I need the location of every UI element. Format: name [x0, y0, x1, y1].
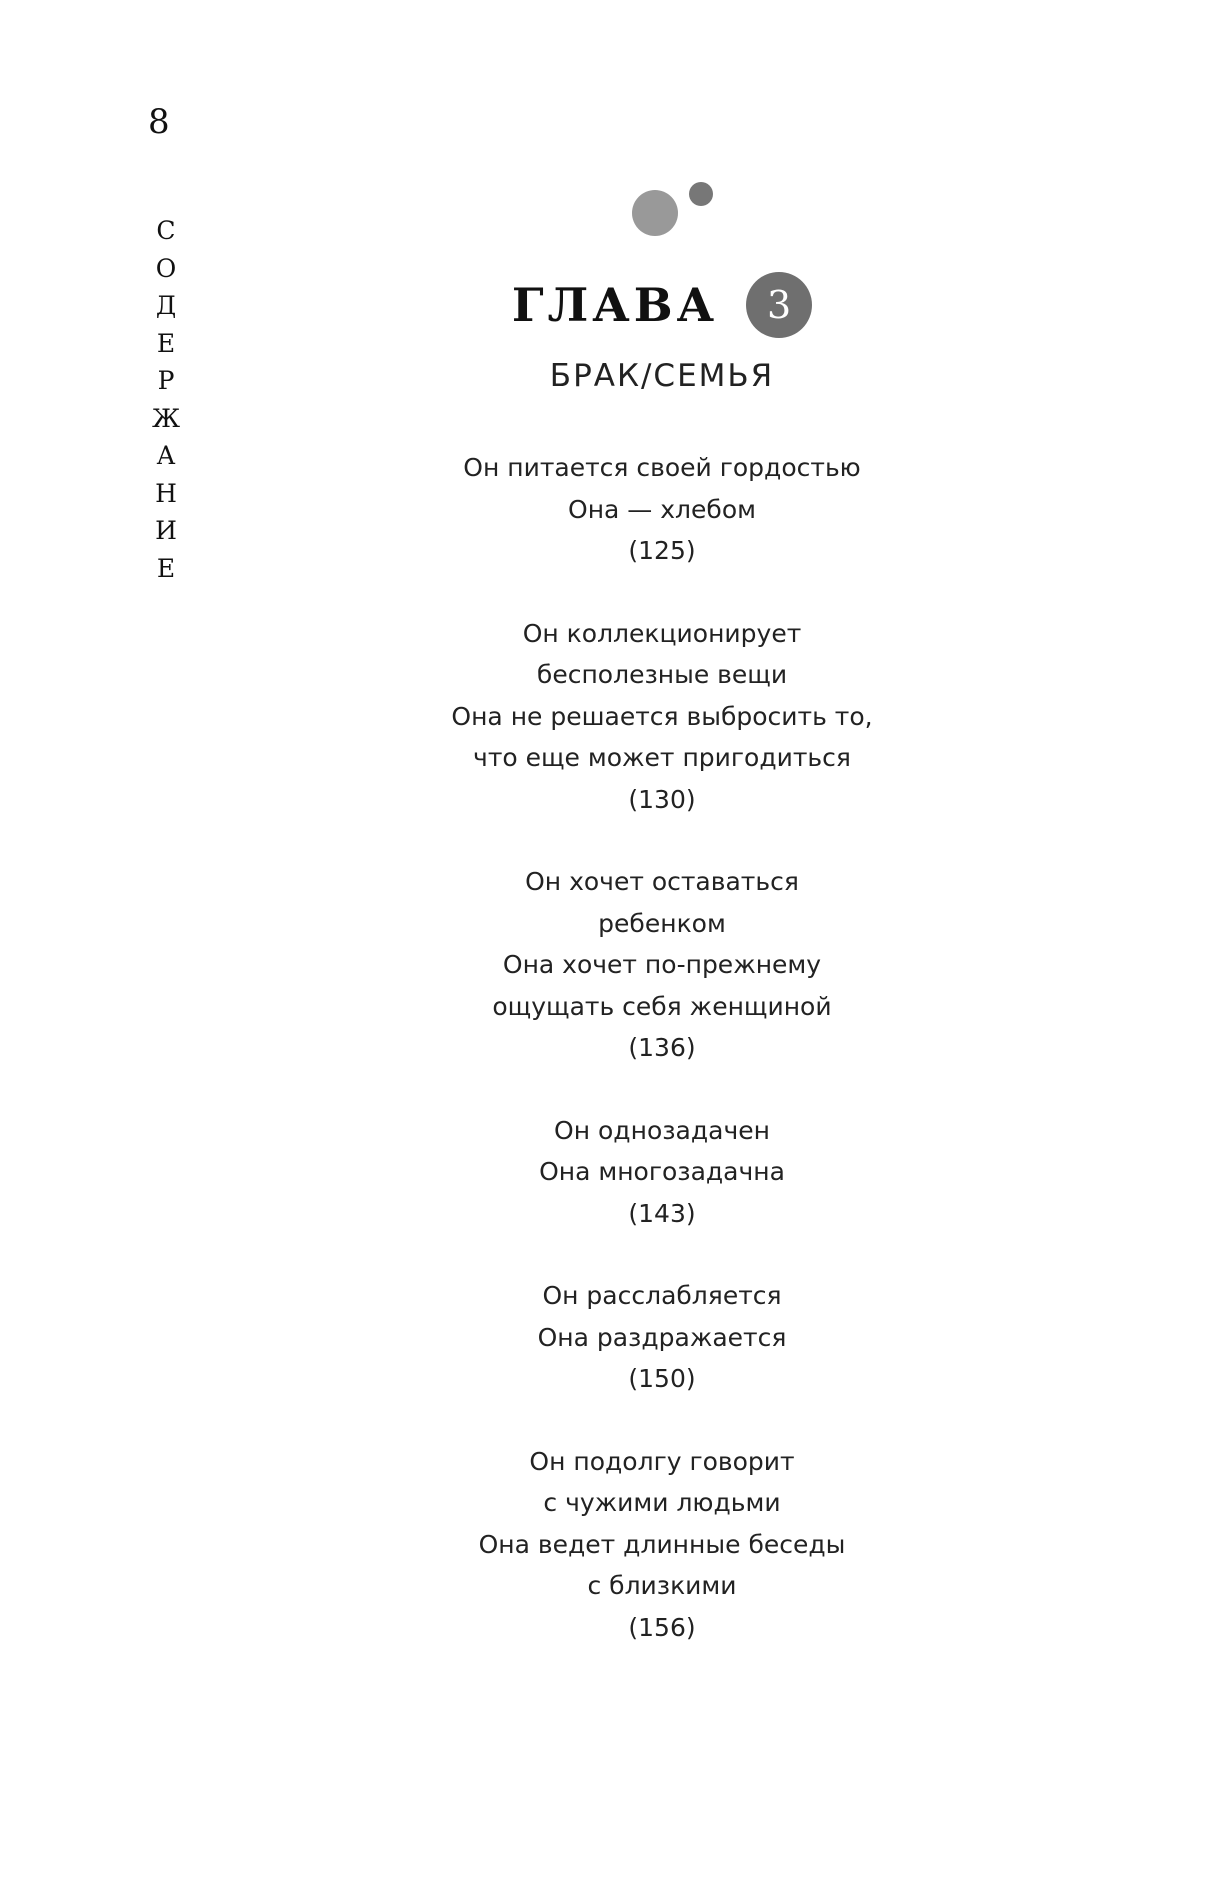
toc-entry-line: Он расслабляется	[542, 1281, 782, 1310]
toc-entry-line: Он однозадачен	[554, 1115, 770, 1145]
toc-page-number: (130)	[628, 784, 696, 814]
toc-page-number: (156)	[628, 1612, 696, 1642]
chapter-number-badge: 3	[746, 272, 812, 338]
running-title-letter: Д	[155, 291, 177, 320]
decorative-dots	[632, 180, 712, 240]
running-title-letter: С	[156, 216, 176, 245]
toc-page-number: (143)	[628, 1198, 696, 1228]
running-title-letter: Е	[156, 553, 176, 583]
running-title-letter: А	[156, 441, 176, 470]
toc-entry-line: Она многозадачна	[539, 1157, 785, 1186]
toc-entry-line: ребенком	[598, 908, 726, 938]
running-title-letter: Р	[157, 366, 175, 395]
running-title-letter: Ж	[151, 403, 181, 433]
toc-entry-line: Он хочет оставаться	[525, 867, 799, 896]
toc-entry[interactable]	[108, 1441, 1216, 1649]
large-dot-ornament	[632, 190, 678, 236]
toc-entry-line: Она хочет по-прежнему	[502, 950, 822, 979]
toc-entry-line: Он питается своей гордостью	[463, 453, 861, 482]
chapter-title: БРАК/СЕМЬЯ	[549, 358, 775, 394]
toc-entry-line: с близкими	[587, 1571, 737, 1600]
toc-entry-line: Она не решается выбросить то,	[451, 701, 873, 731]
running-title-letter: Е	[156, 328, 176, 358]
running-title-letter: И	[155, 516, 177, 545]
toc-entry-line: Он коллекционирует	[522, 618, 802, 648]
toc-entry[interactable]	[108, 613, 1216, 821]
toc-entry-line: Она ведет длинные беседы	[478, 1529, 846, 1559]
toc-page-number: (125)	[628, 536, 696, 565]
running-title-letter: Н	[155, 478, 177, 508]
toc-entry-line: что еще может пригодиться	[473, 743, 851, 772]
table-of-contents	[0, 447, 1216, 1689]
toc-entry-line: ощущать себя женщиной	[492, 991, 832, 1021]
toc-entry-line: Он подолгу говорит	[529, 1446, 795, 1476]
page-number: 8	[148, 102, 170, 142]
small-dot-ornament	[689, 182, 713, 206]
toc-page-number: (150)	[628, 1364, 696, 1393]
running-title-letter: О	[155, 253, 177, 283]
toc-entry[interactable]	[108, 861, 1216, 1069]
toc-entry-line: Она — хлебом	[568, 494, 756, 524]
chapter-heading	[0, 270, 1216, 340]
toc-entry-line: с чужими людьми	[543, 1488, 781, 1517]
chapter-heading-row	[512, 272, 812, 338]
toc-entry-line: Она раздражается	[537, 1322, 787, 1352]
toc-page-number: (136)	[628, 1033, 696, 1062]
toc-entry-line: бесполезные вещи	[536, 660, 788, 689]
toc-entry[interactable]	[108, 447, 1216, 572]
toc-entry[interactable]	[108, 1110, 1216, 1235]
chapter-word: ГЛАВА	[511, 278, 719, 332]
toc-entry[interactable]	[108, 1275, 1216, 1400]
